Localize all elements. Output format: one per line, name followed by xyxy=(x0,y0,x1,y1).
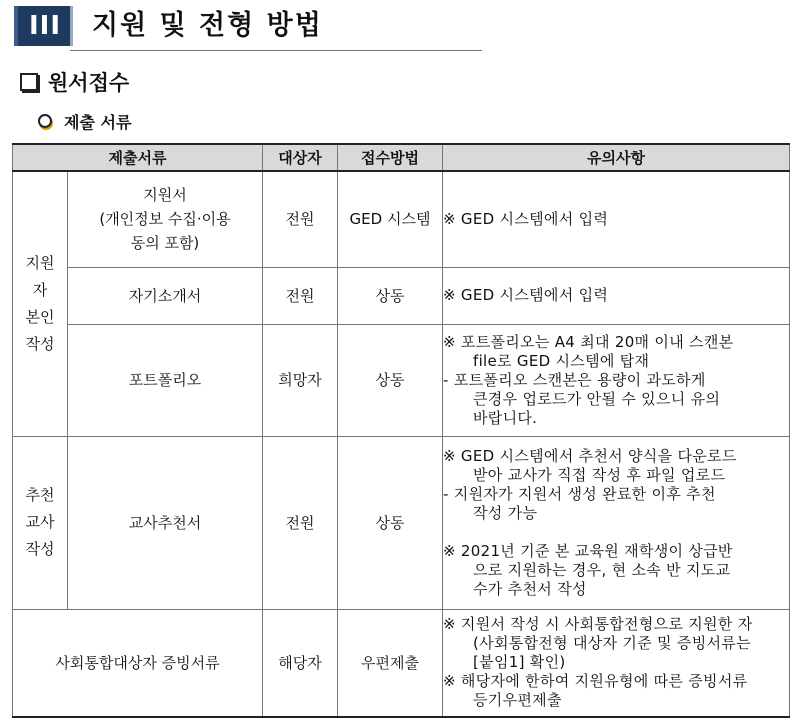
subheading-title: 원서접수 xyxy=(48,71,130,95)
notes-cell xyxy=(443,324,790,436)
note-line: ※ 해당자에 한하여 지원유형에 따른 증빙서류 xyxy=(443,672,748,691)
note-line: 으로 지원하는 경우, 현 소속 반 지도교 xyxy=(473,560,731,579)
document-name-line: 지원서 xyxy=(143,186,187,205)
subsubheading xyxy=(38,110,131,132)
notes-cell xyxy=(443,267,790,324)
note-line: ※ 포트폴리오는 A4 최대 20매 이내 스캔본 xyxy=(443,332,734,351)
header-documents: 제출서류 xyxy=(13,144,263,171)
documents-table xyxy=(12,143,790,718)
method-cell: 상동 xyxy=(338,267,443,324)
group-label-line: 지원 xyxy=(25,253,55,272)
note-line: [붙임1] 확인) xyxy=(473,653,566,672)
group-label-line: 추천 xyxy=(25,486,55,504)
method-cell: 상동 xyxy=(338,436,443,609)
document-name xyxy=(68,171,263,267)
notes-cell xyxy=(443,171,790,267)
target-cell: 전원 xyxy=(263,171,338,267)
group-label-line: 작성 xyxy=(25,334,55,353)
document-name xyxy=(13,609,263,717)
table-row xyxy=(13,609,790,717)
document-name-line: 동의 포함) xyxy=(130,234,200,253)
section-header xyxy=(12,4,472,48)
note-line: 큰경우 업로드가 안될 수 있으니 유의 xyxy=(473,389,721,408)
table-header-row xyxy=(13,144,790,171)
circle-bullet-icon xyxy=(38,114,52,128)
note-line: - 포트폴리오 스캔본은 용량이 과도하게 xyxy=(443,370,706,389)
table-row xyxy=(13,171,790,267)
document-name-line: 교사추천서 xyxy=(128,513,202,532)
notes-cell xyxy=(443,609,790,717)
note-line: ※ 지원서 작성 시 사회통합전형으로 지원한 자 xyxy=(443,615,753,634)
note-line: file로 GED 시스템에 탑재 xyxy=(473,351,650,370)
document-name xyxy=(68,267,263,324)
header-method: 접수방법 xyxy=(338,144,443,171)
target-cell: 전원 xyxy=(263,436,338,609)
target-cell: 전원 xyxy=(263,267,338,324)
table-row xyxy=(13,436,790,609)
note-line: 작성 가능 xyxy=(473,503,538,522)
note-line: 등기우편제출 xyxy=(473,691,562,710)
subheading xyxy=(20,68,129,96)
note-line: ※ GED 시스템에서 입력 xyxy=(443,209,609,228)
note-line: - 지원자가 지원서 생성 완료한 이후 추천 xyxy=(443,484,716,503)
document-name xyxy=(68,436,263,609)
table-body xyxy=(13,171,790,717)
note-line: ※ 2021년 기준 본 교육원 재학생이 상급반 xyxy=(443,541,733,560)
note-line: 수가 추천서 작성 xyxy=(473,579,587,598)
table-row xyxy=(13,324,790,436)
header-target: 대상자 xyxy=(263,144,338,171)
group-label-line: 자 xyxy=(32,280,48,299)
document-name-line: 사회통합대상자 증빙서류 xyxy=(55,653,220,672)
note-spacer xyxy=(443,523,789,542)
group-label xyxy=(13,171,68,436)
target-cell: 희망자 xyxy=(263,324,338,436)
section-number: III xyxy=(14,6,72,46)
method-cell: 우편제출 xyxy=(338,609,443,717)
document-name-line: 포트폴리오 xyxy=(128,371,202,389)
subsubheading-title: 제출 서류 xyxy=(64,112,132,132)
note-line: 바랍니다. xyxy=(473,408,538,427)
document-name xyxy=(68,324,263,436)
document-name-line: 자기소개서 xyxy=(128,286,202,305)
group-label-line: 교사 xyxy=(25,513,55,531)
target-cell: 해당자 xyxy=(263,609,338,717)
group-label-line: 작성 xyxy=(25,540,55,558)
note-line: ※ GED 시스템에서 추천서 양식을 다운로드 xyxy=(443,446,737,465)
method-cell: 상동 xyxy=(338,324,443,436)
document-name-line: (개인정보 수집·이용 xyxy=(99,210,231,229)
note-line: (사회통합전형 대상자 기준 및 증빙서류는 xyxy=(473,634,751,653)
method-cell: GED 시스템 xyxy=(338,171,443,267)
checkbox-square-icon xyxy=(20,73,38,91)
section-divider-bar xyxy=(70,6,73,46)
section-underline xyxy=(70,50,482,51)
section-title: 지원 및 전형 방법 xyxy=(92,10,323,41)
group-label xyxy=(13,436,68,609)
note-line: 받아 교사가 직접 작성 후 파일 업로드 xyxy=(473,465,726,484)
notes-cell xyxy=(443,436,790,609)
header-notes: 유의사항 xyxy=(443,144,790,171)
note-line: ※ GED 시스템에서 입력 xyxy=(443,286,609,304)
group-label-line: 본인 xyxy=(25,307,55,326)
table-row xyxy=(13,267,790,324)
